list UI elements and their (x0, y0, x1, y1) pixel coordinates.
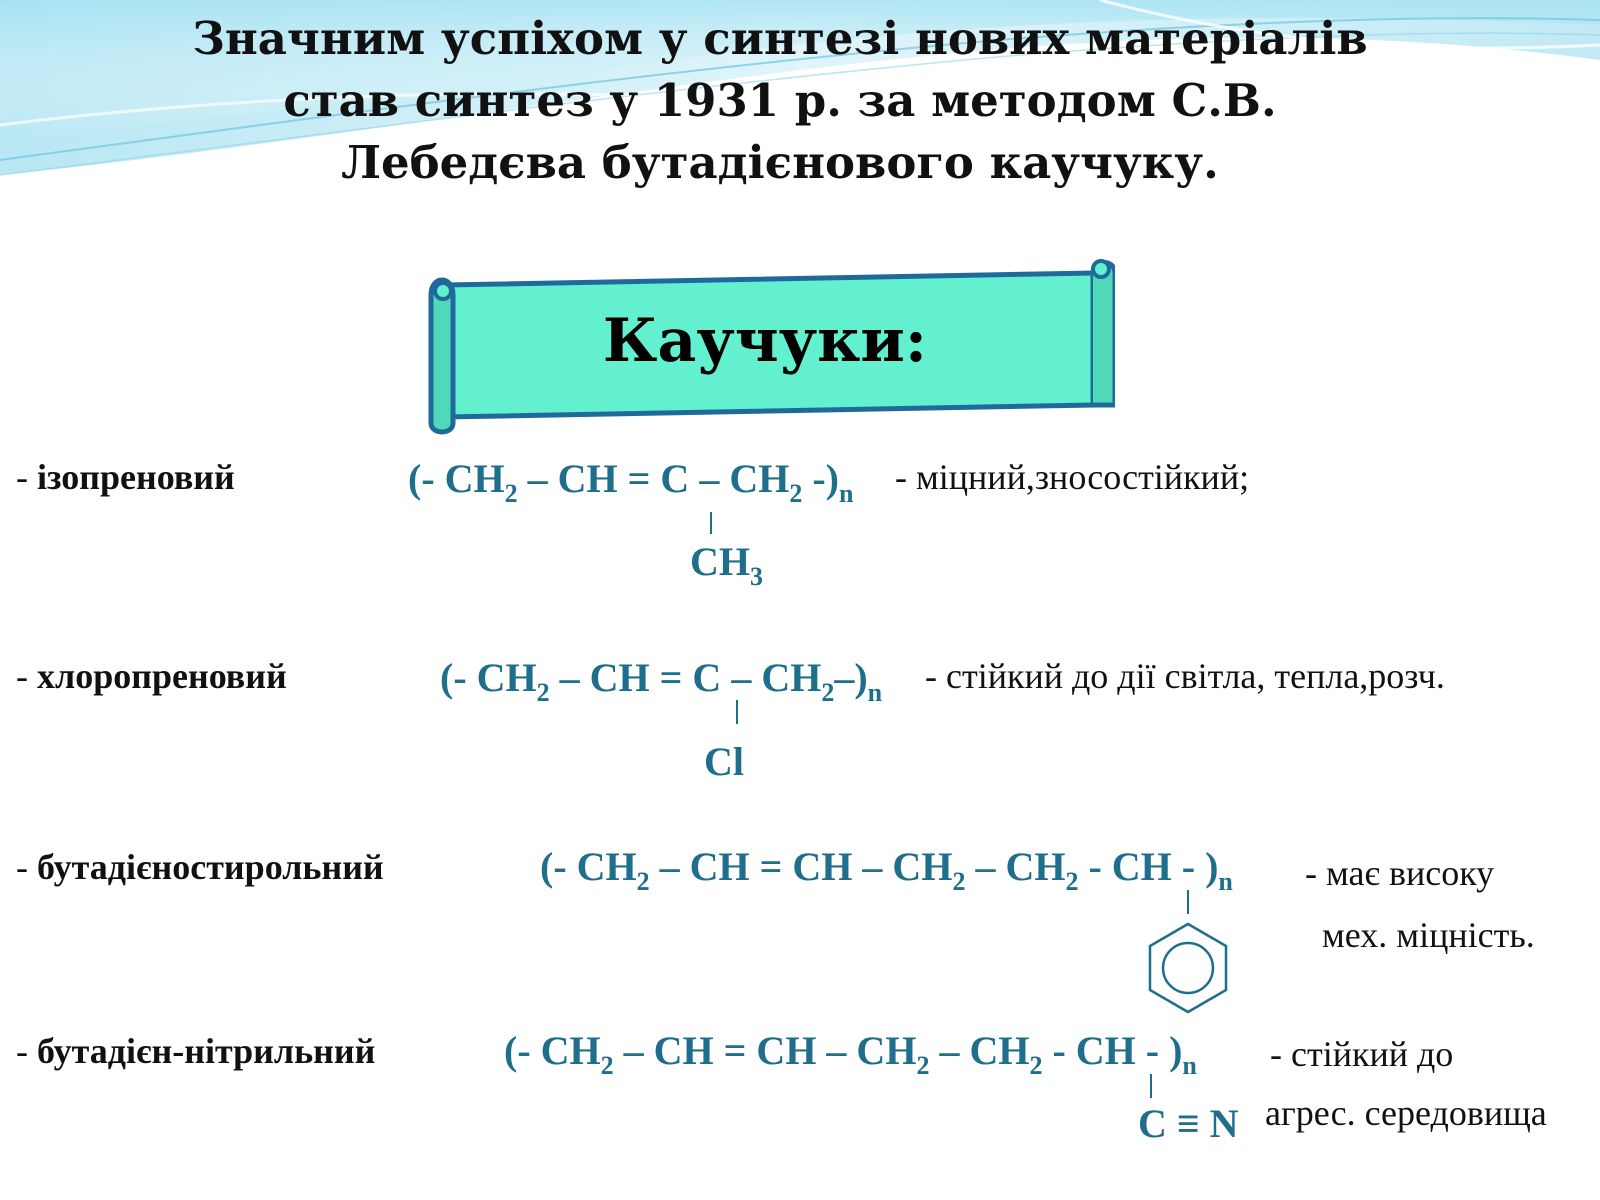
title-line-2: став синтез у 1931 р. за методом С.В. (283, 74, 1277, 127)
branch-isoprene: $CH_3$ (690, 539, 763, 591)
desc-butadiene-nitrile: - стійкий до (1270, 1034, 1454, 1074)
title-line-1: Значним успіхом у синтезі нових матеріалів (192, 12, 1368, 65)
title-line-3: Лебедєва бутадієнового каучуку. (341, 136, 1219, 189)
desc-isoprene: - міцний,зносостійкий; (895, 457, 1250, 497)
scroll-label: Каучуки: (602, 306, 928, 376)
bond-isoprene (710, 512, 712, 534)
branch-butadiene-nitrile: C ≡ N (1138, 1101, 1239, 1146)
rubber-name-butadiene-styrene: - бутадієностирольний (16, 847, 384, 887)
desc2-butadiene-nitrile: агрес. середовища (1265, 1093, 1547, 1133)
formula-chloroprene: (- $CH_2$ – CH = C – $CH_2-)_n$ (440, 655, 883, 707)
rubber-name-butadiene-nitrile: - бутадієн-нітрильний (16, 1031, 376, 1071)
bond-butadiene-nitrile (1150, 1074, 1152, 1098)
bond-chloroprene (736, 700, 738, 724)
slide-title (60, 8, 1500, 194)
formula-butadiene-nitrile: (- $CH_2$ – CH = CH – $CH_2 - CH_2$ - CH - )$_n$ (504, 1028, 1197, 1080)
rubber-name-isoprene: - ізопреновий (16, 457, 235, 497)
desc-chloroprene: - стійкий до дії світла, тепла,розч. (925, 656, 1445, 696)
bond-butadiene-styrene (1187, 890, 1189, 914)
formula-isoprene: (- $CH_2$ – CH = C – $CH_2$ $-)_n$ (408, 456, 854, 508)
benzene-ring-icon (1146, 920, 1230, 1016)
desc-butadiene-styrene: - має високу (1305, 853, 1495, 893)
rubber-name-chloroprene: - хлоропреновий (16, 656, 287, 696)
branch-chloroprene: Cl (704, 739, 744, 784)
desc2-butadiene-styrene: мех. міцність. (1322, 915, 1535, 955)
formula-butadiene-styrene: (- $CH_2$ – CH = CH – $CH_2 - CH_2$ - CH - )$_n$ (540, 844, 1233, 896)
